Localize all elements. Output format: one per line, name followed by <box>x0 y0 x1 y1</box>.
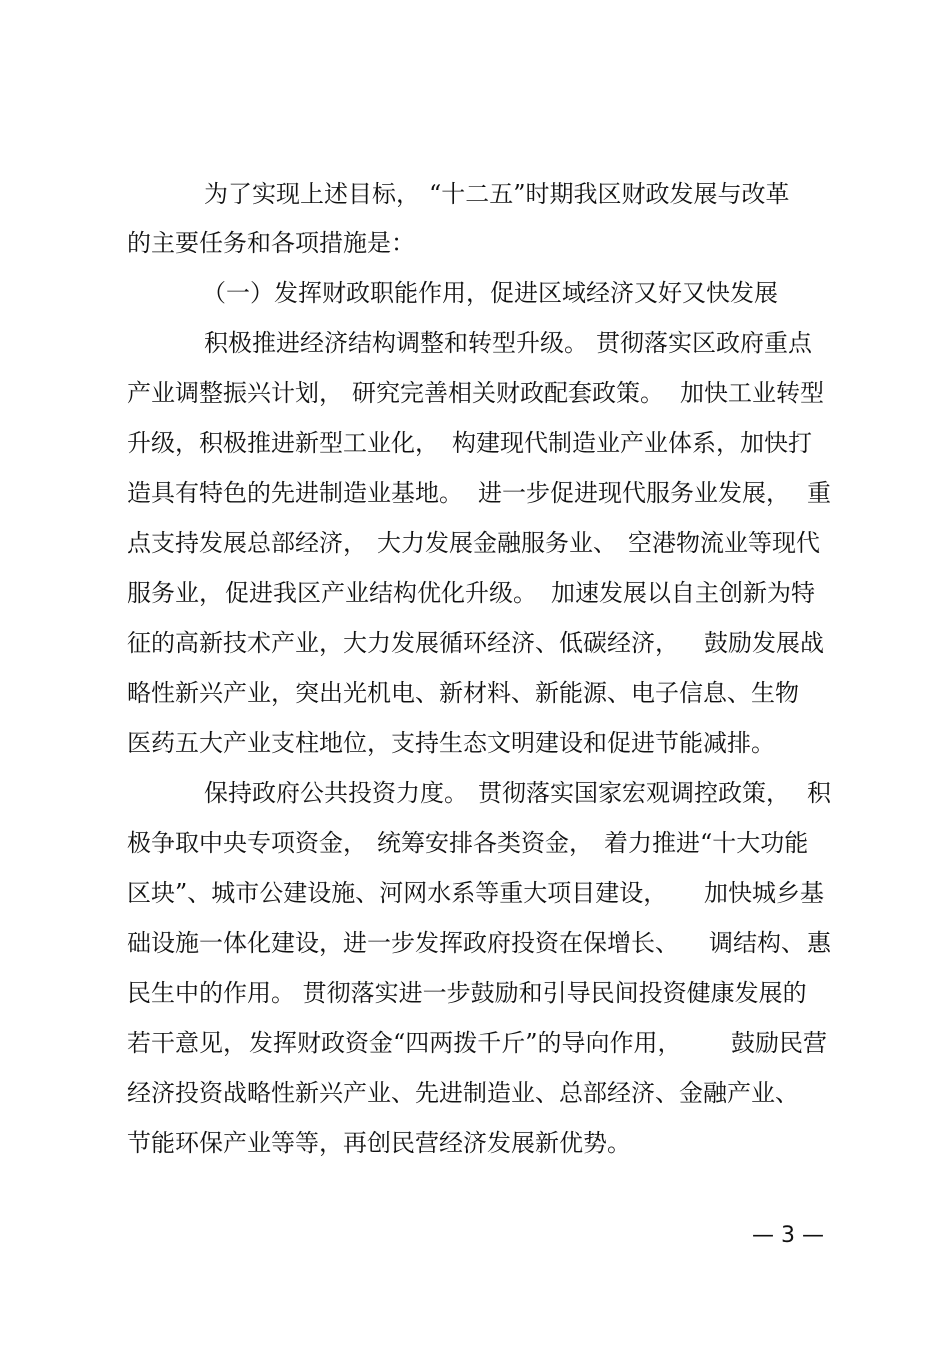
paragraph-line <box>0 518 950 568</box>
paragraph-line <box>0 668 950 718</box>
text-segment: 医药五大产业支柱地位，支持生态文明建设和促进节能减排。 <box>127 729 775 757</box>
text-segment: 加速发展以自主创新为特 <box>551 579 815 607</box>
text-segment: 研究完善相关财政配套政策。 <box>352 379 664 407</box>
text-segment: 服务业， <box>127 579 223 607</box>
text-segment: 鼓励发展战 <box>704 629 824 657</box>
text-segment: 经济投资战略性新兴产业、先进制造业、总部经济、金融产业、 <box>127 1079 799 1107</box>
text-segment: 发挥财政资金“四两拨千斤”的导向作用， <box>249 1029 682 1057</box>
text-segment: 升级，积极推进新型工业化， <box>127 429 439 457</box>
text-segment: 略性新兴产业，突出光机电、新材料、新能源、电子信息、生物 <box>127 679 799 707</box>
text-segment: 保持政府公共投资力度。 <box>204 779 468 807</box>
text-segment: 积极推进经济结构调整和转型升级。 <box>204 329 588 357</box>
text-segment: 区块”、城市公建设施、河网水系等重大项目建设， <box>127 879 668 907</box>
paragraph-line <box>0 318 950 368</box>
paragraph-line <box>0 968 950 1018</box>
paragraph-line <box>0 568 950 618</box>
page-number: — 3 — <box>752 1223 824 1248</box>
text-segment: 重 <box>807 479 831 507</box>
paragraph-line <box>0 918 950 968</box>
text-segment: 贯彻落实区政府重点 <box>596 329 812 357</box>
paragraph-line <box>0 1068 950 1118</box>
text-segment: 的主要任务和各项措施是： <box>127 229 415 257</box>
text-segment: 若干意见， <box>127 1029 247 1057</box>
text-segment: 着力推进“十大功能 <box>604 829 809 857</box>
text-segment: 征的高新技术产业，大力发展循环经济、低碳经济， <box>127 629 679 657</box>
text-segment: 加快工业转型 <box>680 379 824 407</box>
text-segment: 为了实现上述目标， <box>204 180 420 208</box>
text-segment: 产业调整振兴计划， <box>127 379 343 407</box>
paragraph-line <box>0 169 950 219</box>
paragraph-line <box>0 1018 950 1068</box>
text-segment: 惠 <box>807 929 831 957</box>
paragraph-line <box>0 1118 950 1168</box>
paragraph-line <box>0 718 950 768</box>
text-segment: 构建现代制造业产业体系，加快打 <box>452 429 812 457</box>
section-heading <box>0 268 950 318</box>
text-segment: 造具有特色的先进制造业基地。 <box>127 479 463 507</box>
paragraph-line <box>0 818 950 868</box>
paragraph-line <box>0 218 950 268</box>
paragraph-line <box>0 618 950 668</box>
text-segment: “十二五”时期我区财政发展与改革 <box>429 180 790 208</box>
text-segment: 积 <box>807 779 831 807</box>
text-segment: 调结构、 <box>709 929 805 957</box>
text-segment: 促进我区产业结构优化升级。 <box>225 579 537 607</box>
heading-text: （一）发挥财政职能作用，促进区域经济又好又快发展 <box>202 279 778 307</box>
paragraph-line <box>0 768 950 818</box>
text-segment: 空港物流业等现代 <box>628 529 820 557</box>
text-segment: 统筹安排各类资金， <box>377 829 593 857</box>
text-segment: 点支持发展总部经济， <box>127 529 367 557</box>
text-segment: 节能环保产业等等，再创民营经济发展新优势。 <box>127 1129 631 1157</box>
text-segment: 进一步促进现代服务业发展， <box>478 479 790 507</box>
text-segment: 加快城乡基 <box>704 879 824 907</box>
paragraph-line <box>0 418 950 468</box>
text-segment: 极争取中央专项资金， <box>127 829 367 857</box>
text-segment: 民生中的作用。 贯彻落实进一步鼓励和引导民间投资健康发展的 <box>127 979 807 1007</box>
paragraph-line <box>0 868 950 918</box>
text-segment: 鼓励民营 <box>731 1029 827 1057</box>
paragraph-line <box>0 468 950 518</box>
text-segment: 贯彻落实国家宏观调控政策， <box>478 779 790 807</box>
paragraph-line <box>0 368 950 418</box>
text-segment: 大力发展金融服务业、 <box>377 529 617 557</box>
text-segment: 础设施一体化建设，进一步发挥政府投资在保增长、 <box>127 929 679 957</box>
